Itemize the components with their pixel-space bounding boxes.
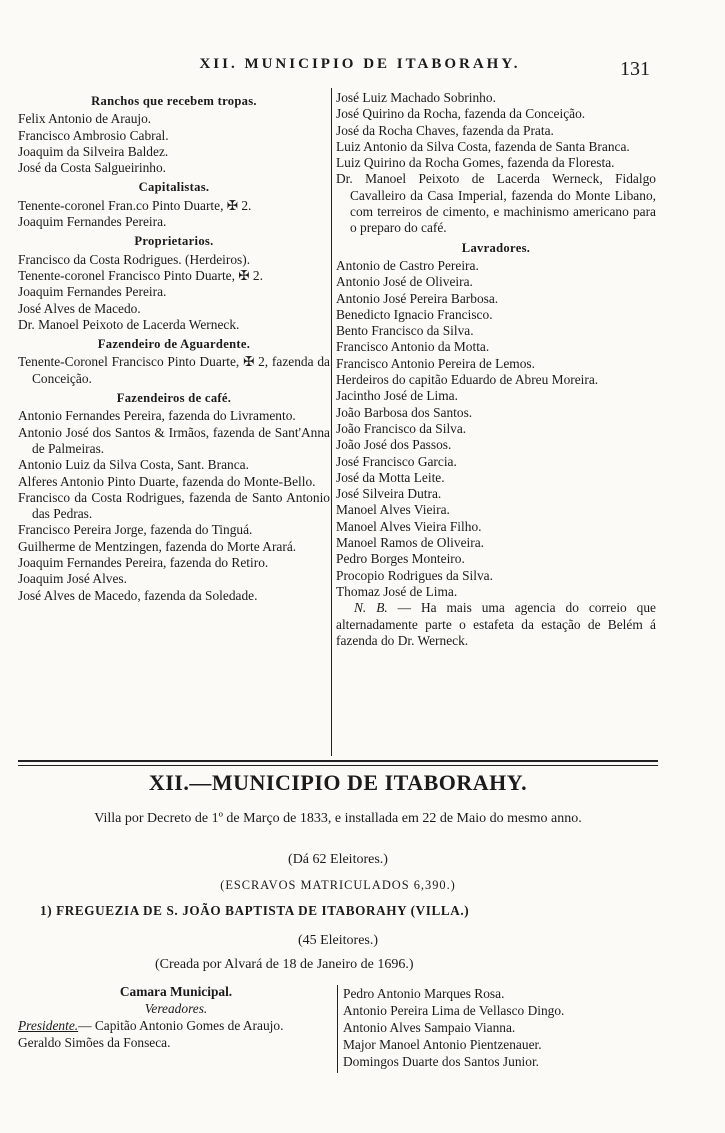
list-entry: José da Costa Salgueirinho. xyxy=(18,160,167,176)
list-entry: Tenente-coronel Francisco Pinto Duarte, ✠ 2. xyxy=(18,267,263,283)
list-entry: Joaquim da Silveira Baldez. xyxy=(18,143,169,159)
list-entry: José Alves de Macedo. xyxy=(18,300,141,316)
list-entry: João Francisco da Silva. xyxy=(336,420,467,436)
list-entry: Francisco Antonio da Motta. xyxy=(336,339,490,355)
creada-line: (Creada por Alvará de 18 de Janeiro de 1696.) xyxy=(155,957,414,972)
right-continued-list xyxy=(336,90,656,237)
list-entry: Tenente-coronel Fran.co Pinto Duarte, ✠ 2. xyxy=(18,197,252,213)
freguezia-heading: 1) FREGUEZIA DE S. JOÃO BAPTISTA DE ITABORAHY (VILLA.) xyxy=(40,903,470,918)
list-entry: Manoel Alves Vieira Filho. xyxy=(336,518,482,534)
list-entry: Procopio Rodrigues da Silva. xyxy=(336,567,493,583)
list-entry: João Barbosa dos Santos. xyxy=(336,404,473,420)
section-rule-thick xyxy=(18,760,658,762)
camara-heading: Camara Municipal. xyxy=(119,984,233,999)
right-column xyxy=(336,90,656,649)
list-entry: Luiz Quirino da Rocha Gomes, fazenda da Floresta. xyxy=(336,155,615,171)
running-header: XII. MUNICIPIO DE ITABORAHY. xyxy=(199,56,521,72)
list-entry: Pedro Borges Monteiro. xyxy=(336,551,465,567)
member-entry: Major Manoel Antonio Pientzenauer. xyxy=(343,1037,542,1052)
freguezia-eleitores: (45 Eleitores.) xyxy=(297,933,379,948)
presidente-label: Presidente. xyxy=(18,1018,79,1033)
list-entry: Dr. Manoel Peixoto de Lacerda Werneck, Fidalgo Cavalleiro da Casa Imperial, fazenda do Monte Libano, com terreiros de cimento, e machinismo americano para o preparo do café. xyxy=(336,171,656,236)
list-entry: Antonio de Castro Pereira. xyxy=(336,257,479,273)
list-entry: José Luiz Machado Sobrinho. xyxy=(336,90,496,105)
column-divider xyxy=(331,88,332,756)
left-column xyxy=(18,90,330,604)
list-entry: Dr. Manoel Peixoto de Lacerda Werneck. xyxy=(18,316,240,332)
left-section-heading: Fazendeiros de café. xyxy=(116,391,232,406)
list-entry: Joaquim José Alves. xyxy=(18,571,127,587)
camara-column-divider xyxy=(337,985,338,1073)
member-entry: Antonio Pereira Lima de Vellasco Dingo. xyxy=(343,1003,565,1018)
list-entry: Francisco Antonio Pereira de Lemos. xyxy=(336,355,535,371)
left-section-heading: Proprietarios. xyxy=(134,234,214,249)
list-entry: Francisco da Costa Rodrigues. (Herdeiros). xyxy=(18,251,251,267)
list-entry: Antonio José dos Santos & Irmãos, fazenda de Sant'Anna de Palmeiras. xyxy=(18,424,330,456)
lavradores-list xyxy=(336,258,656,600)
list-entry: Francisco Ambrosio Cabral. xyxy=(18,127,169,143)
member-entry: Antonio Alves Sampaio Vianna. xyxy=(343,1020,516,1035)
section-title: XII.—MUNICIPIO DE ITABORAHY. xyxy=(148,770,528,795)
list-entry: Bento Francisco da Silva. xyxy=(336,323,474,339)
list-entry: Antonio Fernandes Pereira, fazenda do Livramento. xyxy=(18,408,296,424)
list-entry: Manoel Alves Vieira. xyxy=(336,502,450,518)
list-entry: João José dos Passos. xyxy=(336,437,452,453)
list-entry: José Quirino da Rocha, fazenda da Conceição. xyxy=(336,106,586,122)
escravos-line: (ESCRAVOS MATRICULADOS 6,390.) xyxy=(220,878,456,892)
list-entry: José da Motta Leite. xyxy=(336,469,445,485)
list-entry: José Silveira Dutra. xyxy=(336,486,442,502)
list-entry: Francisco da Costa Rodrigues, fazenda de Santo Antonio das Pedras. xyxy=(18,489,330,522)
member-entry: Pedro Antonio Marques Rosa. xyxy=(343,986,505,1001)
eleitores-line: (Dá 62 Eleitores.) xyxy=(288,852,388,867)
page-number: 131 xyxy=(620,58,650,80)
list-entry: Manoel Ramos de Oliveira. xyxy=(336,535,485,551)
note-text: — Ha mais uma agencia do correio que alternadamente parte o estafeta da estação de Belém á fazenda do Dr. Werneck. xyxy=(336,600,657,648)
list-entry: Joaquim Fernandes Pereira. xyxy=(18,284,167,300)
member-entry: Domingos Duarte dos Santos Junior. xyxy=(343,1054,540,1069)
left-section-heading: Ranchos que recebem tropas. xyxy=(91,94,257,108)
right-members-list xyxy=(343,985,663,1070)
list-entry: Herdeiros do capitão Eduardo de Abreu Moreira. xyxy=(336,372,599,388)
vereadores-heading: Vereadores. xyxy=(144,1001,208,1016)
left-section-heading: Fazendeiro de Aguardente. xyxy=(97,337,251,352)
list-entry: Tenente-Coronel Francisco Pinto Duarte, ✠ 2, fazenda da Conceição. xyxy=(18,354,330,386)
list-entry: José Alves de Macedo, fazenda da Soledade. xyxy=(18,587,258,603)
list-entry: José da Rocha Chaves, fazenda da Prata. xyxy=(336,122,554,138)
list-entry: Thomaz José de Lima. xyxy=(336,583,458,599)
presidente-name: — Capitão Antonio Gomes de Araujo. xyxy=(78,1018,284,1033)
note-paragraph xyxy=(336,600,656,649)
list-entry: Joaquim Fernandes Pereira. xyxy=(18,214,167,230)
lavradores-heading: Lavradores. xyxy=(461,240,531,255)
member-entry: Geraldo Simões da Fonseca. xyxy=(18,1035,171,1050)
camara-left-column xyxy=(18,983,334,1051)
list-entry: Benedicto Ignacio Francisco. xyxy=(336,306,493,322)
list-entry: Antonio José de Oliveira. xyxy=(336,274,473,290)
presidente-entry xyxy=(18,1017,334,1034)
list-entry: Joaquim Fernandes Pereira, fazenda do Retiro. xyxy=(18,555,269,571)
list-entry: Antonio Luiz da Silva Costa, Sant. Branca. xyxy=(18,457,249,473)
list-entry: Guilherme de Mentzingen, fazenda do Morte Arará. xyxy=(18,538,297,554)
list-entry: Alferes Antonio Pinto Duarte, fazenda do Monte-Bello. xyxy=(18,473,316,489)
villa-line: Villa por Decreto de 1º de Março de 1833, e installada em 22 de Maio do mesmo anno. xyxy=(94,811,582,826)
note-label: N. B. xyxy=(354,600,388,616)
list-entry: Antonio José Pereira Barbosa. xyxy=(336,290,499,306)
list-entry: Luiz Antonio da Silva Costa, fazenda de Santa Branca. xyxy=(336,138,630,154)
list-entry: Felix Antonio de Araujo. xyxy=(18,111,152,127)
section-rule-thin xyxy=(18,765,658,766)
list-entry: Francisco Pereira Jorge, fazenda do Tinguá. xyxy=(18,522,253,538)
list-entry: Jacintho José de Lima. xyxy=(336,388,458,404)
left-section-heading: Capitalistas. xyxy=(138,180,210,195)
left-members-list xyxy=(18,1034,334,1051)
list-entry: José Francisco Garcia. xyxy=(336,453,457,469)
